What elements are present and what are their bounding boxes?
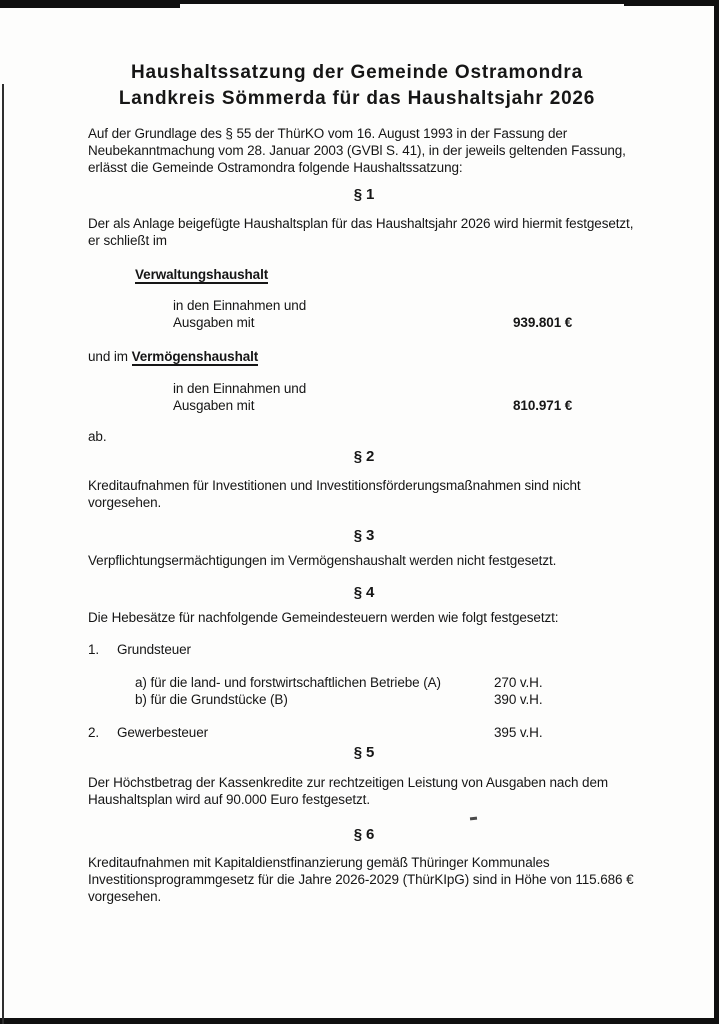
revenue-expense-label-line1: in den Einnahmen und [173,381,307,396]
capital-budget-prefix: und im [88,349,132,364]
capital-budget-label: Vermögenshaushalt [131,349,259,364]
tax-item-grundsteuer [88,641,640,658]
section-6-line: Investitionsprogrammgesetz für die Jahre 2026-2029 (ThürKIpG) sind in Höhe von 115.686 € [88,872,634,887]
document-content [88,0,640,905]
section-5-paragraph [88,774,640,808]
revenue-expense-row [173,314,640,331]
tax-subitem-b [135,691,640,708]
tax-item-label: Grundsteuer [117,642,191,657]
revenue-expense-label-line1: in den Einnahmen und [173,298,307,313]
section-3-paragraph [88,552,640,569]
scan-border-bottom [0,1018,719,1024]
scan-border-left-line [2,84,4,1024]
section-3-heading: § 3 [353,527,375,544]
tax-rate-value: 390 v.H. [494,692,543,707]
scan-border-right [714,0,719,1024]
document-title-line1: Haushaltssatzung der Gemeinde Ostramondra [131,62,583,83]
tax-subitem-label: b) für die Grundstücke (B) [135,692,288,707]
administrative-budget-label: Verwaltungshaushalt [135,267,269,282]
section-4-heading: § 4 [353,584,375,601]
tax-item-label: Gewerbesteuer [117,725,208,740]
section-1-heading: § 1 [353,186,375,203]
section-6-line: Kreditaufnahmen mit Kapitaldienstfinanzierung gemäß Thüringer Kommunales [88,855,550,870]
section-4-line: Die Hebesätze für nachfolgende Gemeindesteuern werden wie folgt festgesetzt: [88,610,559,625]
preamble-line: erlässt die Gemeinde Ostramondra folgende Haushaltssatzung: [88,160,463,175]
capital-budget-figures [173,380,640,414]
revenue-expense-label-line2: Ausgaben mit [173,398,255,413]
administrative-budget-amount: 939.801 € [513,315,573,330]
capital-budget-amount: 810.971 € [513,398,573,413]
section-5-line: Der Höchstbetrag der Kassenkredite zur rechtzeitigen Leistung von Ausgaben nach dem [88,775,609,790]
section-6-heading: § 6 [353,826,375,843]
document-title [74,60,640,112]
administrative-budget-name [135,266,640,283]
tax-rate-value: 395 v.H. [494,725,543,740]
preamble-line: Neubekanntmachung vom 28. Januar 2003 (GVBl S. 41), in der jeweils geltenden Fassung, [88,143,626,158]
section-1-line: Der als Anlage beigefügte Haushaltsplan für das Haushaltsjahr 2026 wird hiermit festgesetzt, [88,216,634,231]
tax-item-number: 1. [88,642,100,657]
capital-budget-name [88,348,640,365]
section-5-line: Haushaltsplan wird auf 90.000 Euro festgesetzt. [88,792,370,807]
tax-item-gewerbesteuer [88,724,640,741]
section-2-line: Kreditaufnahmen für Investitionen und Investitionsförderungsmaßnahmen sind nicht [88,478,581,493]
tax-item-number: 2. [88,725,100,740]
section-2-paragraph [88,477,640,511]
document-title-line2: Landkreis Sömmerda für das Haushaltsjahr 2026 [118,88,596,109]
revenue-expense-row [173,397,640,414]
section-4-paragraph [88,609,640,626]
section-1-closing: ab. [88,429,107,444]
tax-rate-value: 270 v.H. [494,675,543,690]
section-2-heading: § 2 [353,448,375,465]
section-3-line: Verpflichtungsermächtigungen im Vermögenshaushalt werden nicht festgesetzt. [88,553,557,568]
tax-subitem-label: a) für die land- und forstwirtschaftlichen Betriebe (A) [135,675,441,690]
section-5-heading: § 5 [353,744,375,761]
grundsteuer-subitems [135,674,640,708]
section-1-line: er schließt im [88,233,167,248]
section-6-line: vorgesehen. [88,889,162,904]
administrative-budget-figures [173,297,640,331]
section-2-line: vorgesehen. [88,495,162,510]
tax-subitem-a [135,674,640,691]
section-6-paragraph [88,854,640,905]
revenue-expense-label-line2: Ausgaben mit [173,315,255,330]
preamble-line: Auf der Grundlage des § 55 der ThürKO vom 16. August 1993 in der Fassung der [88,126,568,141]
section-1-paragraph [88,215,640,249]
preamble-paragraph [88,125,640,176]
